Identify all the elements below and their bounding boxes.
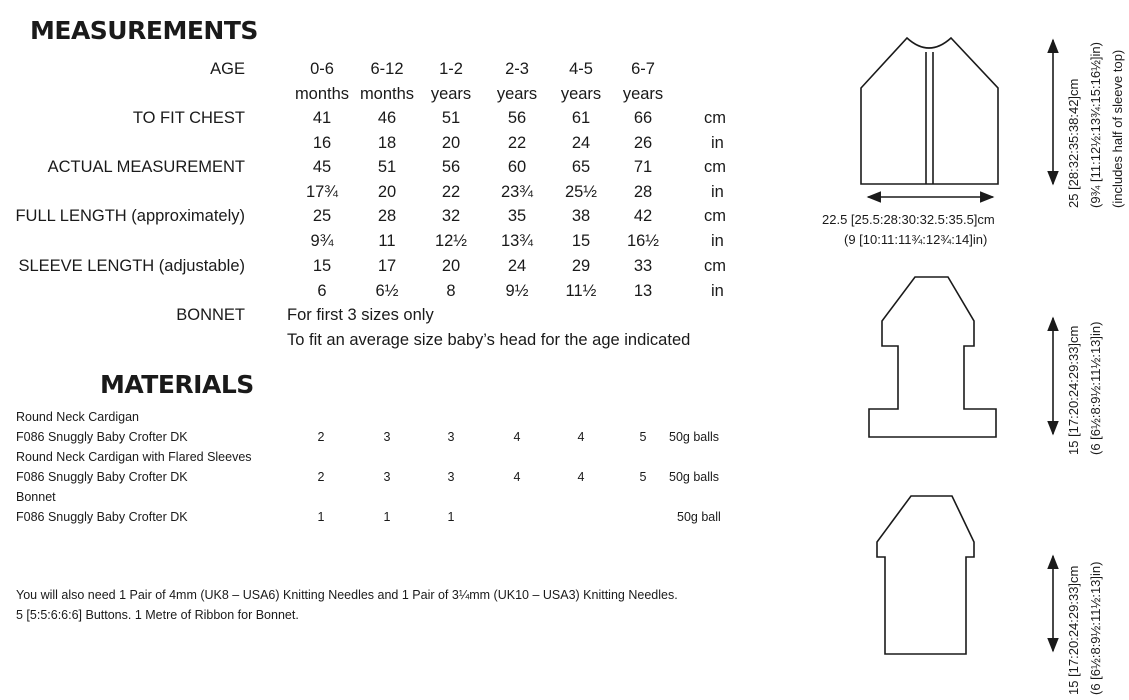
size-header-4: 2-3 [505,60,529,78]
actual-cm-5: 65 [571,158,591,176]
unit-in: in [711,232,724,250]
material-qty: 3 [383,430,391,444]
material-yarn: F086 Snuggly Baby Crofter DK [16,430,188,444]
chest-cm-2: 46 [377,109,397,127]
unit-cm: cm [704,109,726,127]
unit-cm: cm [704,158,726,176]
measurements-heading: MEASUREMENTS [30,16,258,45]
chest-cm-5: 61 [571,109,591,127]
sleeve-cm-1: 15 [312,257,332,275]
body-width-label-in: (9 [10:11:11¾:12¾:14]in) [844,232,988,247]
chest-in-1: 16 [312,134,332,152]
material-qty: 1 [317,510,325,524]
size-header-5-unit: years [560,85,602,103]
sleeve-in-2: 6½ [375,282,399,300]
sleeve-in-3: 8 [446,282,456,300]
materials-heading: MATERIALS [100,370,254,399]
material-qty: 1 [383,510,391,524]
size-header-6: 6-7 [631,60,655,78]
material-yarn: F086 Snuggly Baby Crofter DK [16,470,188,484]
chest-in-6: 26 [633,134,653,152]
chest-in-3: 20 [441,134,461,152]
size-header-5: 4-5 [569,60,593,78]
chest-in-4: 22 [507,134,527,152]
sleeve-cm-5: 29 [571,257,591,275]
size-header-2-unit: months [359,85,415,103]
unit-in: in [711,183,724,201]
chest-in-2: 18 [377,134,397,152]
size-header-4-unit: years [496,85,538,103]
length-cm-4: 35 [507,207,527,225]
sleeve-cm-3: 20 [441,257,461,275]
sleeve-in-4: 9½ [505,282,529,300]
chest-cm-4: 56 [507,109,527,127]
material-qty: 3 [447,470,455,484]
materials-note-1: You will also need 1 Pair of 4mm (UK8 – USA6) Knitting Needles and 1 Pair of 3¼mm (UK10 – USA3) Knitting Needles. [16,588,678,602]
unit-cm: cm [704,257,726,275]
size-header-1-unit: months [294,85,350,103]
length-cm-3: 32 [441,207,461,225]
length-in-2: 11 [378,232,396,250]
materials-note-2: 5 [5:5:6:6:6] Buttons. 1 Metre of Ribbon for Bonnet. [16,608,299,622]
actual-in-1: 17¾ [305,183,339,201]
material-qty: 3 [383,470,391,484]
material-title: Bonnet [16,490,56,504]
row-label-sleeve: SLEEVE LENGTH (adjustable) [18,257,245,275]
sleeve-in-5: 11½ [565,282,597,300]
sleeve1-length-label-cm: 15 [17:20:24:29:33]cm [1066,325,1081,455]
bonnet-note-1: For first 3 sizes only [287,306,434,324]
actual-in-2: 20 [377,183,397,201]
length-in-6: 16½ [626,232,660,250]
row-label-length: FULL LENGTH (approximately) [15,207,245,225]
sleeve1-length-label-in: (6 [6½:8:9½:11½:13]in) [1088,321,1103,455]
material-unit: 50g balls [669,470,720,484]
actual-cm-3: 56 [441,158,461,176]
actual-cm-2: 51 [377,158,397,176]
unit-cm: cm [704,207,726,225]
chest-cm-6: 66 [633,109,653,127]
actual-cm-6: 71 [633,158,653,176]
size-header-6-unit: years [622,85,664,103]
material-qty: 4 [577,430,585,444]
length-in-3: 12½ [434,232,468,250]
actual-in-5: 25½ [564,183,598,201]
row-label-chest: TO FIT CHEST [132,109,245,127]
sleeve2-length-label-cm: 15 [17:20:24:29:33]cm [1066,565,1081,695]
length-in-1: 9¾ [310,232,334,250]
material-qty: 4 [577,470,585,484]
unit-in: in [711,282,724,300]
chest-cm-3: 51 [441,109,461,127]
material-qty: 5 [639,430,647,444]
body-length-label-in: (9¾ [11:12½:13¾:15:16½]in) [1088,42,1103,208]
unit-in: in [711,134,724,152]
material-qty: 4 [513,430,521,444]
flared-sleeve-schematic [869,277,996,437]
material-yarn: F086 Snuggly Baby Crofter DK [16,510,188,524]
size-header-1: 0-6 [310,60,334,78]
sleeve-schematic [877,496,974,654]
size-header-3-unit: years [430,85,472,103]
material-qty: 2 [317,470,325,484]
length-cm-6: 42 [633,207,653,225]
row-label-bonnet: BONNET [176,306,245,324]
sleeve-cm-4: 24 [507,257,527,275]
material-qty: 2 [317,430,325,444]
body-width-label-cm: 22.5 [25.5:28:30:32.5:35.5]cm [822,212,995,227]
chest-cm-1: 41 [312,109,332,127]
sleeve-cm-6: 33 [633,257,653,275]
sleeve-in-6: 13 [633,282,653,300]
material-qty: 1 [447,510,455,524]
actual-in-6: 28 [633,183,653,201]
row-label-age: AGE [210,60,245,78]
material-qty: 5 [639,470,647,484]
chest-in-5: 24 [571,134,591,152]
length-cm-5: 38 [571,207,591,225]
length-cm-1: 25 [312,207,332,225]
sleeve-in-1: 6 [317,282,327,300]
actual-in-4: 23¾ [500,183,534,201]
material-unit: 50g balls [669,430,720,444]
sleeve2-length-label-in: (6 [6½:8:9½:11½:13]in) [1088,561,1103,695]
body-length-note: (includes half of sleeve top) [1110,49,1125,208]
material-qty: 4 [513,470,521,484]
actual-cm-4: 60 [507,158,527,176]
length-cm-2: 28 [377,207,397,225]
material-title: Round Neck Cardigan with Flared Sleeves [16,450,252,464]
bonnet-note-2: To fit an average size baby’s head for the age indicated [287,331,691,349]
size-header-2: 6-12 [370,60,404,78]
size-header-3: 1-2 [439,60,463,78]
row-label-actual: ACTUAL MEASUREMENT [47,158,245,176]
length-in-5: 15 [571,232,591,250]
actual-cm-1: 45 [312,158,332,176]
length-in-4: 13¾ [500,232,534,250]
body-schematic [861,38,998,184]
material-qty: 3 [447,430,455,444]
material-unit: 50g ball [677,510,721,524]
material-title: Round Neck Cardigan [16,410,139,424]
actual-in-3: 22 [441,183,461,201]
body-length-label-cm: 25 [28:32:35:38:42]cm [1066,78,1081,208]
sleeve-cm-2: 17 [377,257,397,275]
